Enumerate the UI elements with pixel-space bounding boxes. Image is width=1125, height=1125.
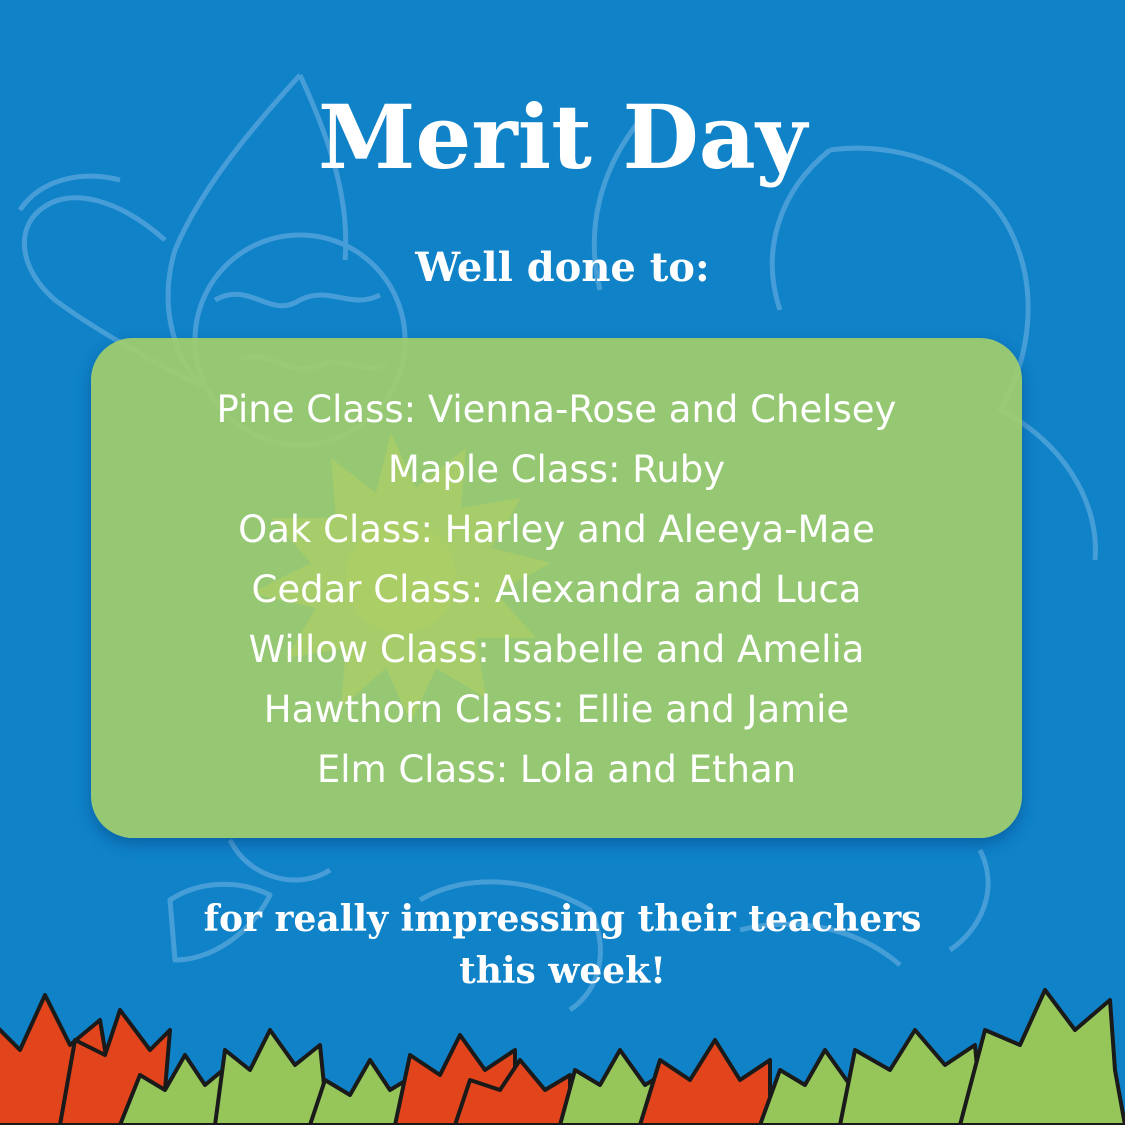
footer-line-1: for really impressing their teachers bbox=[203, 898, 922, 940]
class-line-oak: Oak Class: Harley and Aleeya-Mae bbox=[238, 508, 875, 551]
class-list bbox=[91, 380, 1022, 800]
class-line-pine: Pine Class: Vienna-Rose and Chelsey bbox=[216, 388, 897, 431]
footer-line-2: this week! bbox=[459, 950, 666, 992]
page-title: Merit Day bbox=[318, 85, 807, 189]
merit-list-panel bbox=[91, 338, 1022, 838]
footer-message bbox=[0, 893, 1125, 997]
class-line-elm: Elm Class: Lola and Ethan bbox=[316, 748, 797, 791]
class-line-willow: Willow Class: Isabelle and Amelia bbox=[248, 628, 865, 671]
class-line-hawthorn: Hawthorn Class: Ellie and Jamie bbox=[263, 688, 850, 731]
class-line-cedar: Cedar Class: Alexandra and Luca bbox=[251, 568, 862, 611]
subtitle: Well done to: bbox=[415, 244, 710, 291]
class-line-maple: Maple Class: Ruby bbox=[387, 448, 726, 491]
